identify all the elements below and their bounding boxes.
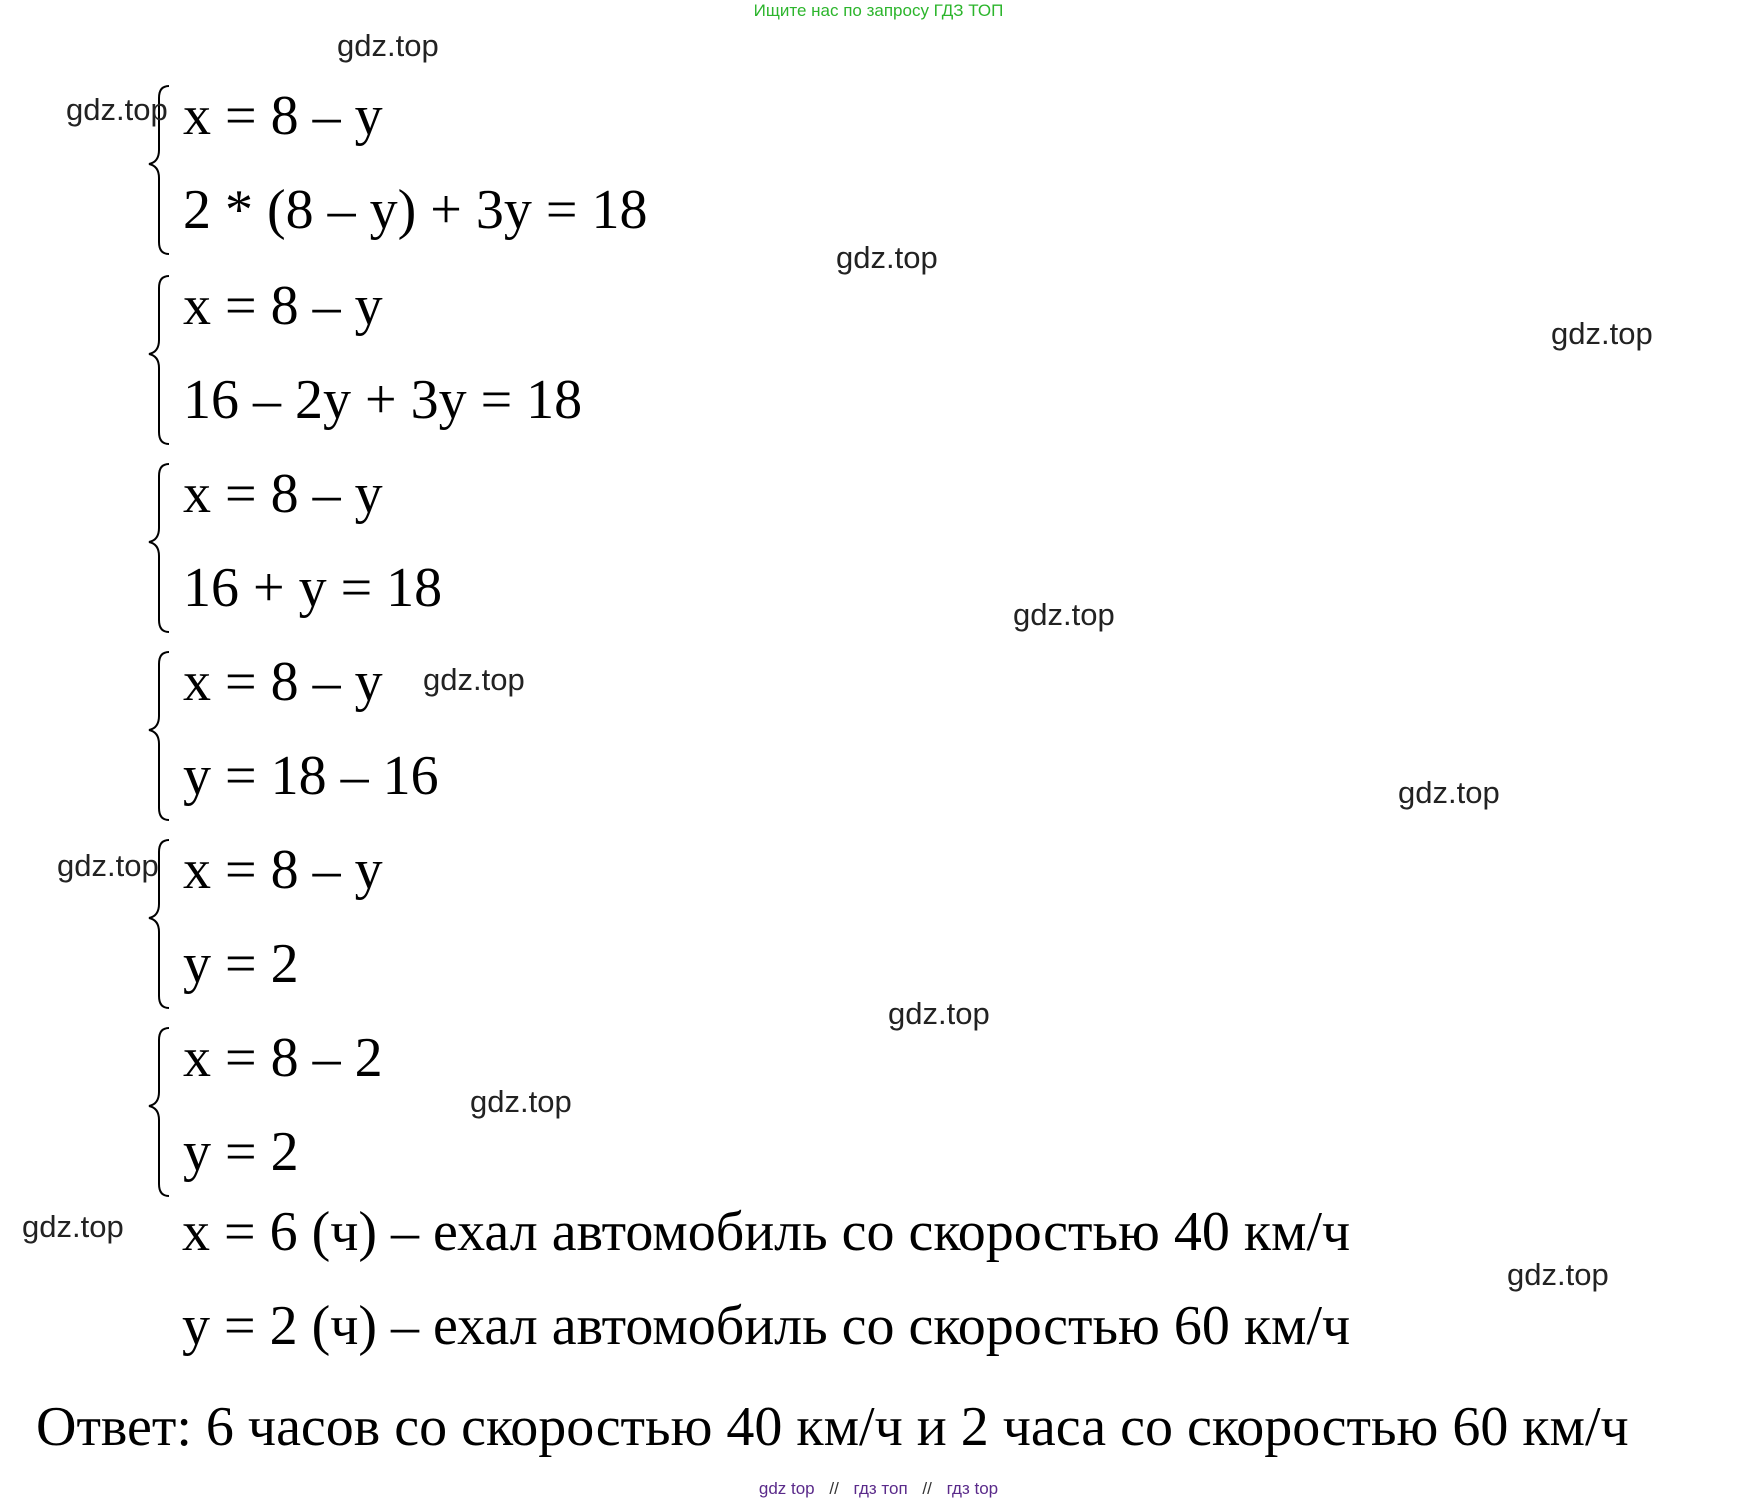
equation-line-2: 16 – 2y + 3y = 18: [183, 369, 583, 431]
equation-system-1: [133, 80, 1033, 260]
watermark: gdz.top: [337, 28, 439, 63]
equation-line-1: x = 8 – y: [183, 839, 383, 901]
left-brace-icon: [133, 646, 179, 826]
equation-line-2: y = 2: [183, 1121, 299, 1183]
equation-line-2: 2 * (8 – y) + 3y = 18: [183, 179, 648, 241]
equation-line-1: x = 8 – 2: [183, 1027, 383, 1089]
equation-system-2: [133, 270, 1033, 450]
footer-link-2[interactable]: гдз топ: [853, 1479, 908, 1498]
top-banner: Ищите нас по запросу ГДЗ ТОП: [753, 1, 1004, 20]
left-brace-icon: [133, 270, 179, 450]
watermark: gdz.top: [57, 848, 159, 883]
equation-system-5: [133, 834, 1033, 1014]
watermark: gdz.top: [470, 1084, 572, 1119]
equation-system-4: [133, 646, 1033, 826]
footer-link-1[interactable]: gdz top: [758, 1479, 815, 1498]
equation-line-1: x = 8 – y: [183, 85, 383, 147]
watermark: gdz.top: [836, 240, 938, 275]
watermark: gdz.top: [423, 662, 525, 697]
footer: [0, 1478, 1757, 1500]
watermark: gdz.top: [1398, 775, 1500, 810]
result-line-y: y = 2 (ч) – ехал автомобиль со скоростью 60 км/ч: [182, 1295, 1351, 1357]
left-brace-icon: [133, 458, 179, 638]
watermark: gdz.top: [66, 92, 168, 127]
equation-system-6: [133, 1022, 1033, 1202]
watermark: gdz.top: [1013, 597, 1115, 632]
watermark: gdz.top: [1551, 316, 1653, 351]
equation-line-2: y = 2: [183, 933, 299, 995]
watermark: gdz.top: [888, 996, 990, 1031]
answer-text: Ответ: 6 часов со скоростью 40 км/ч и 2 часа со скоростью 60 км/ч: [36, 1396, 1629, 1458]
result-line-x: x = 6 (ч) – ехал автомобиль со скоростью 40 км/ч: [182, 1201, 1351, 1263]
footer-separator: //: [922, 1479, 932, 1498]
footer-link-3[interactable]: гдз top: [946, 1479, 999, 1498]
footer-separator: //: [829, 1479, 839, 1498]
equation-system-3: [133, 458, 1033, 638]
equation-line-1: x = 8 – y: [183, 651, 383, 713]
watermark: gdz.top: [1507, 1257, 1609, 1292]
equation-line-2: 16 + y = 18: [183, 557, 443, 619]
watermark: gdz.top: [22, 1209, 124, 1244]
left-brace-icon: [133, 1022, 179, 1202]
equation-line-2: y = 18 – 16: [183, 745, 439, 807]
equation-line-1: x = 8 – y: [183, 463, 383, 525]
equation-line-1: x = 8 – y: [183, 275, 383, 337]
